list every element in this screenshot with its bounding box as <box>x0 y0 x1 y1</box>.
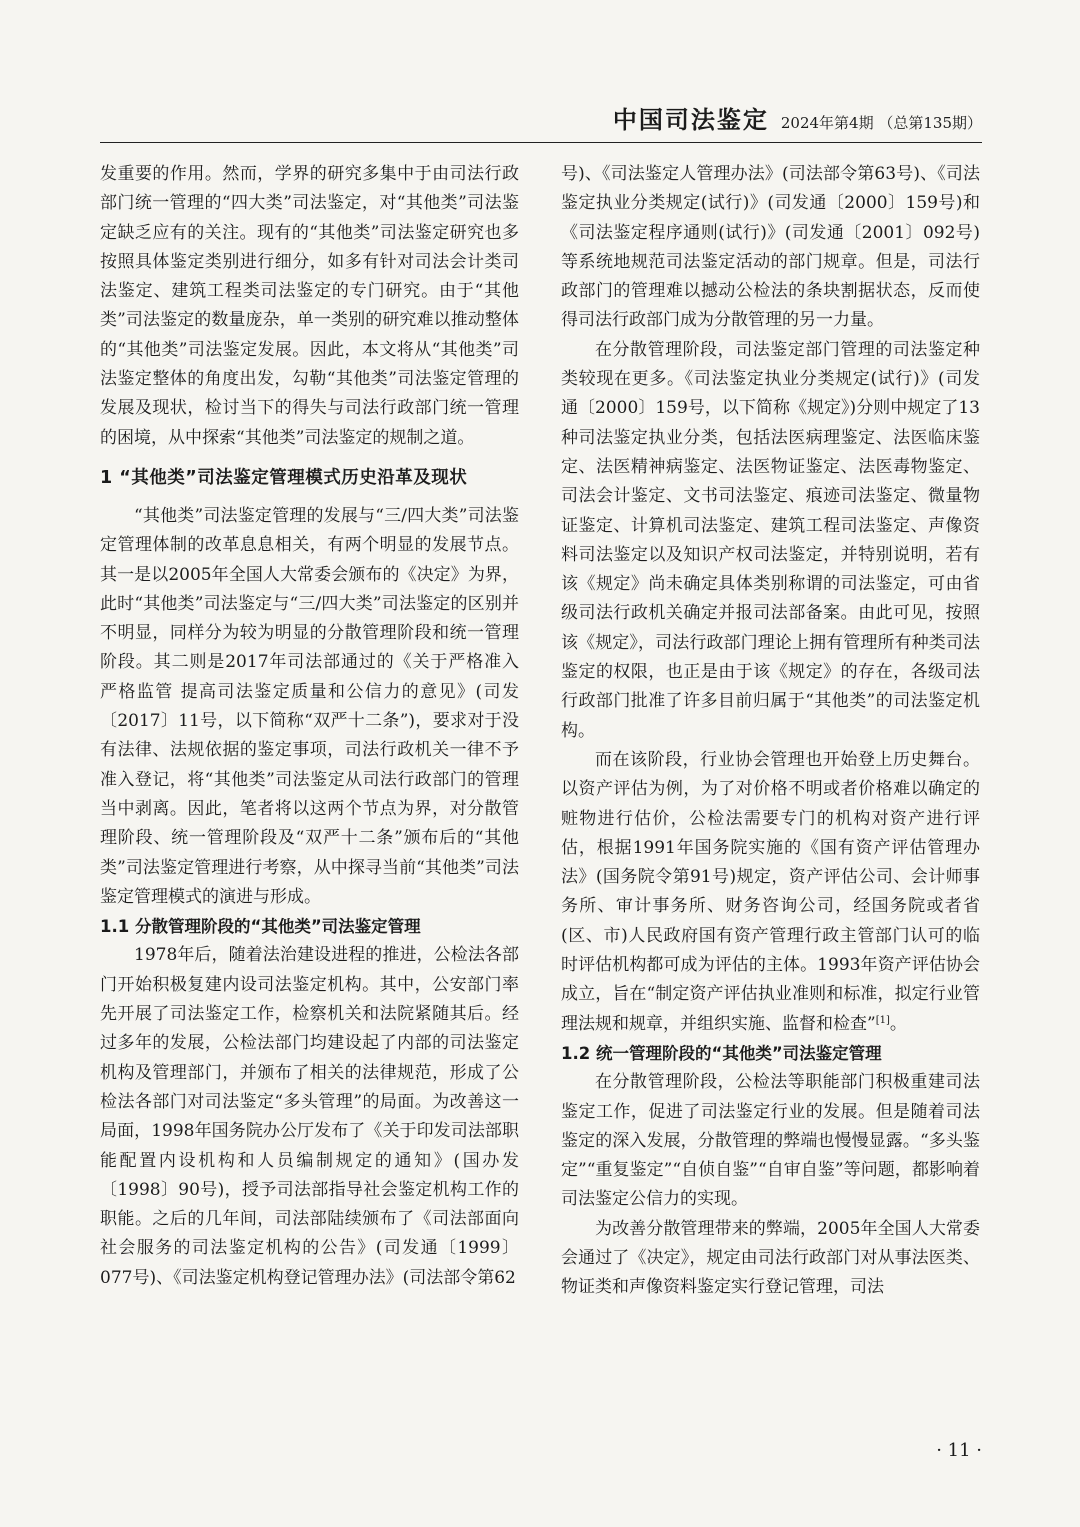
paragraph: 号)、《司法鉴定人管理办法》(司法部令第63号)、《司法鉴定执业分类规定(试行)》(司发通〔2000〕159号)和《司法鉴定程序通则(试行)》(司发通〔2001〕092号)等系统地规范司法鉴定活动的部门规章。但是，司法行政部门的管理难以撼动公检法的条块割据状态，反而使得司法行政部门成为分散管理的另一力量。 <box>561 164 980 331</box>
subsection-heading: 1.2 统一管理阶段的“其他类”司法鉴定管理 <box>561 1043 882 1063</box>
paragraph <box>561 746 980 1039</box>
left-column <box>100 160 519 1293</box>
header-rule <box>100 142 982 143</box>
paragraph: 为改善分散管理带来的弊端，2005年全国人大常委会通过了《决定》，规定由司法行政部门对从事法医类、物证类和声像资料鉴定实行登记管理，司法 <box>561 1218 980 1298</box>
citation-ref: [1] <box>875 1014 890 1026</box>
paragraph-text: 而在该阶段，行业协会管理也开始登上历史舞台。以资产评估为例，为了对价格不明或者价格难以确定的赃物进行估价，公检法需要专门的机构对资产进行评估，根据1991年国务院实施的《国有资产评估管理办法》(国务院令第91号)规定，资产评估公司、会计师事务所、审计事务所、财务咨询公司，经国务院或者省(区、市)人民政府国有资产管理行政主管部门认可的临时评估机构都可成为评估的主体。1993年资产评估协会成立，旨在“制定资产评估执业准则和标准，拟定行业管理法规和规章，并组织实施、监督和检查” <box>561 749 980 1034</box>
right-column <box>561 160 980 1303</box>
paragraph: 发重要的作用。然而，学界的研究多集中于由司法行政部门统一管理的“四大类”司法鉴定，对“其他类”司法鉴定缺乏应有的关注。现有的“其他类”司法鉴定研究也多按照具体鉴定类别进行细分，如多有针对司法会计类司法鉴定、建筑工程类司法鉴定的专门研究。由于“其他类”司法鉴定的数量庞杂，单一类别的研究难以推动整体的“其他类”司法鉴定发展。因此，本文将从“其他类”司法鉴定整体的角度出发，勾勒“其他类”司法鉴定管理的发展及现状，检讨当下的得失与司法行政部门统一管理的困境，从中探索“其他类”司法鉴定的规制之道。 <box>100 164 519 448</box>
subsection-heading: 1.1 分散管理阶段的“其他类”司法鉴定管理 <box>100 917 421 937</box>
section-heading: 1 “其他类”司法鉴定管理模式历史沿革及现状 <box>100 467 468 488</box>
journal-name: 中国司法鉴定 <box>612 105 769 134</box>
paragraph: 在分散管理阶段，公检法等职能部门积极重建司法鉴定工作，促进了司法鉴定行业的发展。但是随着司法鉴定的深入发展，分散管理的弊端也慢慢显露。“多头鉴定”“重复鉴定”“自侦自鉴”“自审自鉴”等问题，都影响着司法鉴定公信力的实现。 <box>561 1072 980 1210</box>
paragraph: 在分散管理阶段，司法鉴定部门管理的司法鉴定种类较现在更多。《司法鉴定执业分类规定(试行)》(司发通〔2000〕159号，以下简称《规定》)分则中规定了13种司法鉴定执业分类，包括法医病理鉴定、法医临床鉴定、法医精神病鉴定、法医物证鉴定、法医毒物鉴定、司法会计鉴定、文书司法鉴定、痕迹司法鉴定、微量物证鉴定、计算机司法鉴定、建筑工程司法鉴定、声像资料司法鉴定以及知识产权司法鉴定，并特别说明，若有该《规定》尚未确定具体类别称谓的司法鉴定，可由省级司法行政机关确定并报司法部备案。由此可见，按照该《规定》，司法行政部门理论上拥有管理所有种类司法鉴定的权限，也正是由于该《规定》的存在，各级司法行政部门批准了许多目前归属于“其他类”的司法鉴定机构。 <box>561 339 980 741</box>
issue-info: 2024年第4期 （总第135期） <box>780 114 982 132</box>
paragraph-end: 。 <box>889 1013 907 1034</box>
running-header <box>612 100 982 135</box>
paragraph: 1978年后，随着法治建设进程的推进，公检法各部门开始积极复建内设司法鉴定机构。其中，公安部门率先开展了司法鉴定工作，检察机关和法院紧随其后。经过多年的发展，公检法部门均建设起了内部的司法鉴定机构及管理部门，并颁布了相关的法律规范，形成了公检法各部门对司法鉴定“多头管理”的局面。为改善这一局面，1998年国务院办公厅发布了《关于印发司法部职能配置内设机构和人员编制规定的通知》(国办发〔1998〕90号)，授予司法部指导社会鉴定机构工作的职能。之后的几年间，司法部陆续颁布了《司法部面向社会服务的司法鉴定机构的公告》(司发通〔1999〕077号)、《司法鉴定机构登记管理办法》(司法部令第62 <box>100 945 519 1288</box>
page-number: · 11 · <box>936 1440 982 1461</box>
paragraph: “其他类”司法鉴定管理的发展与“三/四大类”司法鉴定管理体制的改革息息相关，有两个明显的发展节点。其一是以2005年全国人大常委会颁布的《决定》为界，此时“其他类”司法鉴定与“三/四大类”司法鉴定的区别并不明显，同样分为较为明显的分散管理阶段和统一管理阶段。其二则是2017年司法部通过的《关于严格准入 严格监管 提高司法鉴定质量和公信力的意见》(司发〔2017〕11号，以下简称“双严十二条”)，要求对于没有法律、法规依据的鉴定事项，司法行政机关一律不予准入登记，将“其他类”司法鉴定从司法行政部门的管理当中剥离。因此，笔者将以这两个节点为界，对分散管理阶段、统一管理阶段及“双严十二条”颁布后的“其他类”司法鉴定管理进行考察，从中探寻当前“其他类”司法鉴定管理模式的演进与形成。 <box>100 505 519 907</box>
